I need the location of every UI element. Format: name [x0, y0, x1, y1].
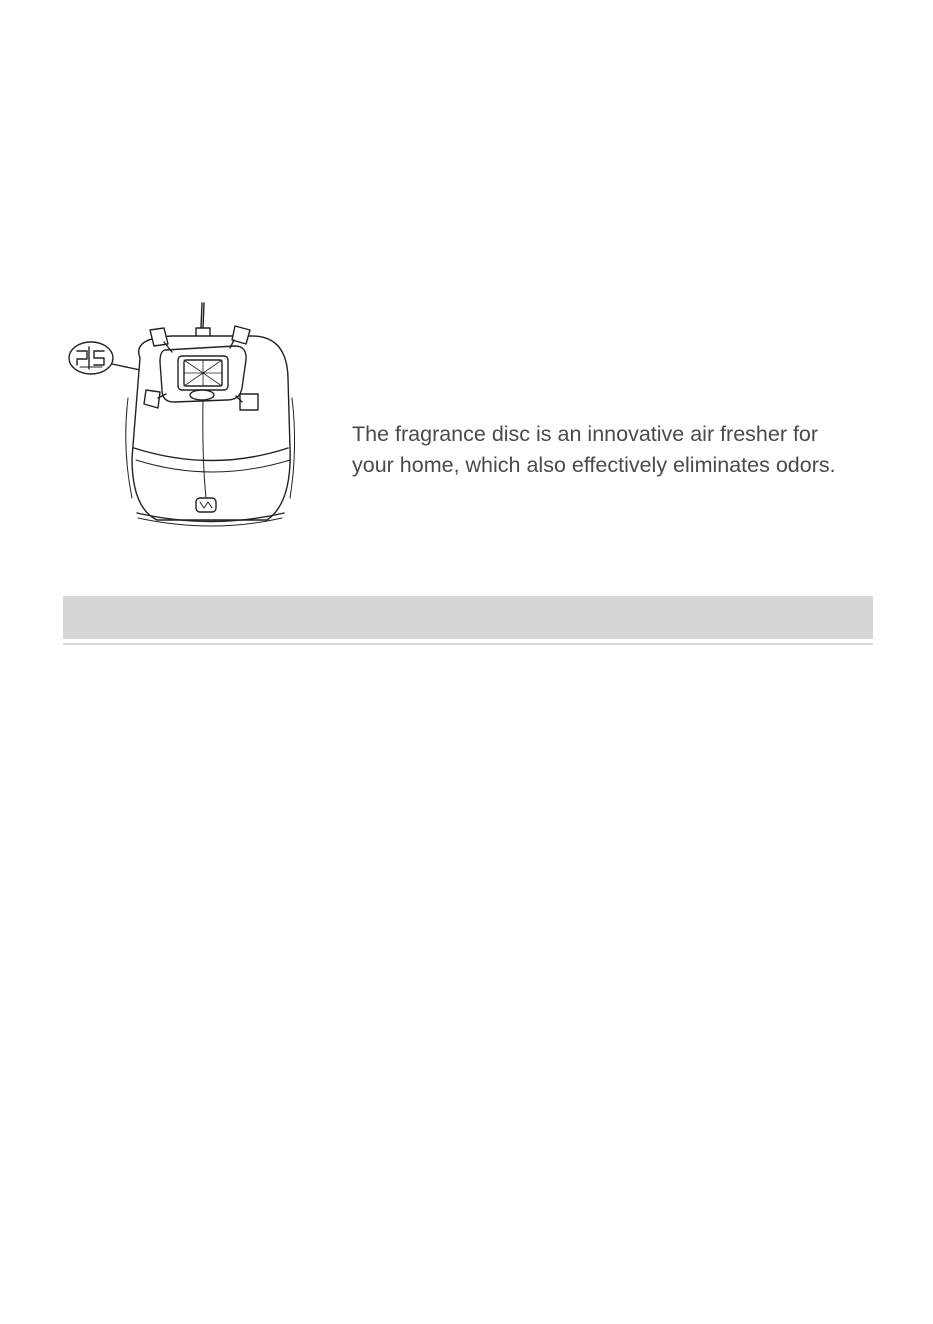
fan-plate	[160, 346, 246, 402]
section-divider	[63, 643, 873, 645]
robot-vacuum-fragrance-disc-illustration	[62, 298, 312, 533]
description-line-1: The fragrance disc is an innovative air fresher for	[352, 422, 819, 446]
fragrance-disc-icon	[69, 342, 113, 374]
section-heading-bar	[63, 596, 873, 639]
fragrance-disc-description	[352, 419, 892, 481]
description-line-2: your home, which also effectively eliminates odors.	[352, 453, 836, 477]
power-cord	[201, 303, 204, 328]
